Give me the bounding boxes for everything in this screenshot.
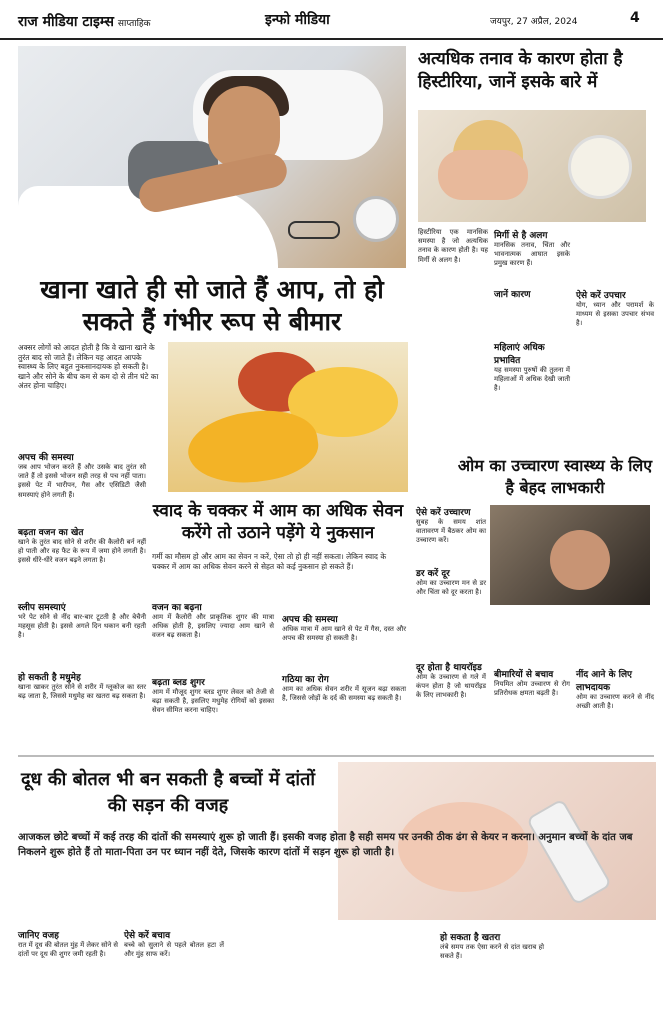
stress-section-title: ऐसे करें उपचार <box>576 291 626 301</box>
sleeping-man-photo <box>18 46 406 268</box>
mango-headline: स्वाद के चक्कर में आम का अधिक सेवन करेंगे तो उठाने पड़ेंगे ये नुकसान <box>152 501 404 543</box>
stress-section-text: योग, ध्यान और परामर्श के माध्यम से इसका उपचार संभव है। <box>576 301 654 328</box>
stress-section-text: हिस्टीरिया एक मानसिक समस्या है जो अत्यधिक तनाव के कारण होती है। यह मिर्गी से अलग है। <box>418 228 488 264</box>
mango-section-2 <box>152 675 274 716</box>
om-section-title: बीमारियों से बचाव <box>494 670 554 680</box>
om-section-title: ऐसे करें उच्चारण <box>416 508 471 518</box>
sleep-section-title: हो सकती है मधुमेह <box>18 673 81 683</box>
mango-lead: गर्मी का मौसम हो और आम का सेवन न करें, ऐसा तो हो ही नहीं सकता। लेकिन स्वाद के चक्कर में आम का अधिक सेवन करने से सेहत को कई नुकसान हो सकते हैं। <box>152 552 387 571</box>
milk-section-3 <box>440 930 544 961</box>
milk-headline: दूध की बोतल भी बन सकती है बच्चों में दांतों की सड़न की वजह <box>20 769 316 816</box>
mango-section-text: आम में मौजूद शुगर ब्लड शुगर लेवल को तेजी से बढ़ा सकती है, इसलिए मधुमेह रोगियों को इसका सेवन सीमित करना चाहिए। <box>152 688 274 715</box>
stress-section-4 <box>576 228 654 329</box>
hand-shape <box>438 150 528 200</box>
om-section-1 <box>416 505 486 597</box>
page-number: 4 <box>630 10 640 26</box>
sleep-section-4 <box>18 670 146 701</box>
mango-section-title: वजन का बढ़ना <box>152 603 202 613</box>
milk-section-2 <box>124 928 224 959</box>
om-section-4 <box>494 612 570 698</box>
section-divider <box>18 755 654 757</box>
milk-section-title: जानिए वजह <box>18 931 59 941</box>
mango-section-1 <box>152 600 274 641</box>
sleep-section-3 <box>18 600 146 641</box>
om-section-3 <box>416 660 486 701</box>
sleep-section-title: स्लीप समस्याएं <box>18 603 66 613</box>
glasses-icon <box>288 221 340 239</box>
stress-section-text: मानसिक तनाव, चिंता और भावनात्मक आघात इसके प्रमुख कारण हैं। <box>494 241 570 268</box>
clock-icon <box>353 196 399 242</box>
om-section-title: डर करें दूर <box>416 568 450 579</box>
mango-section-text: आम का अधिक सेवन शरीर में सूजन बढ़ा सकता है, जिससे जोड़ों के दर्द की समस्या बढ़ सकती है। <box>282 685 406 703</box>
om-headline: ओम का उच्चारण स्वास्थ्य के लिए है बेहद लाभकारी <box>457 456 653 497</box>
plate-icon <box>568 135 632 199</box>
milk-section-title: ऐसे करें बचाव <box>124 931 171 941</box>
om-section-text: सुबह के समय शांत वातावरण में बैठकर ओम का उच्चारण करें। <box>416 518 486 545</box>
om-section-title: नींद आने के लिए लाभदायक <box>576 670 633 693</box>
meditation-photo <box>490 505 650 605</box>
sleep-section-2 <box>18 525 146 566</box>
stress-section-1 <box>494 228 570 393</box>
om-section-text: ओम का उच्चारण मन से डर और चिंता को दूर करता है। <box>416 578 486 596</box>
milk-section-1 <box>18 928 118 959</box>
om-section-text: ओम का उच्चारण करने से नींद अच्छी आती है। <box>576 693 654 711</box>
om-section-5 <box>576 612 654 711</box>
stress-section-text: यह समस्या पुरुषों की तुलना में महिलाओं में अधिक देखी जाती है। <box>494 365 570 393</box>
mango-section-title: अपच की समस्या <box>282 615 338 625</box>
milk-section-text: रात में दूध की बोतल मुंह में लेकर सोने से दांतों पर दूध की शुगर जमी रहती है। <box>18 941 118 959</box>
mango-section-3 <box>282 612 406 643</box>
sleep-section-title: अपच की समस्या <box>18 453 74 463</box>
issue-date: जयपुर, 27 अप्रैल, 2024 <box>490 17 578 27</box>
stress-section-title: महिलाएं अधिक प्रभावित <box>494 342 545 366</box>
section-name: इन्फो मीडिया <box>265 12 330 28</box>
sleep-section-text: भरे पेट सोने से नींद बार-बार टूटती है और बेचैनी महसूस होती है। इससे अगले दिन थकान बनी रहती है। <box>18 613 146 640</box>
hand-shape <box>550 530 610 590</box>
milk-section-text: बच्चे को सुलाने से पहले बोतल हटा लें और मुंह साफ करें। <box>124 941 224 959</box>
om-section-text: नियमित ओम उच्चारण से रोग प्रतिरोधक क्षमता बढ़ती है। <box>494 680 570 698</box>
milk-lead: आजकल छोटे बच्चों में कई तरह की दांतों की समस्याएं शुरू हो जाती हैं। इसकी वजह होता है सही समय पर उनकी ठीक ढंग से केयर न करना। अनुमान बच्चों के दांत जब निकलने शुरू होते हैं तो माता-पिता उन पर ध्यान नहीं देते, जिसके कारण दांतों में सड़न शुरू हो जाती है। <box>18 832 633 858</box>
sleep-lead: अक्सर लोगों को आदत होती है कि वे खाना खाने के तुरंत बाद सो जाते हैं। लेकिन यह आदत आपके स्वास्थ्य के लिए बहुत नुकसानदायक हो सकती है। खाने और सोने के बीच कम से कम दो से तीन घंटे का अंतर होना चाहिए। <box>18 343 159 390</box>
stress-section-title: जानें कारण <box>494 289 531 300</box>
stress-intro-col <box>418 228 488 265</box>
sleep-section-1 <box>18 450 146 500</box>
sleep-section-text: खाने के तुरंत बाद सोने से शरीर की कैलोरी बर्न नहीं हो पाती और वह फैट के रूप में जमा होने लगती है। इससे धीरे-धीरे वजन बढ़ने लगता है। <box>18 538 146 565</box>
sleep-section-title: बढ़ता वजन का खेत <box>18 528 84 538</box>
mango-section-title: गठिया का रोग <box>282 675 329 685</box>
stress-headline: अत्यधिक तनाव के कारण होता है हिस्टीरिया, जानें इसके बारे में <box>418 49 623 92</box>
mango-section-text: अधिक मात्रा में आम खाने से पेट में गैस, दस्त और अपच की समस्या हो सकती है। <box>282 625 406 643</box>
om-section-text: ओम के उच्चारण से गले में कंपन होता है जो थायरॉइड के लिए लाभकारी है। <box>416 673 486 700</box>
mango-section-title: बढ़ता ब्लड शुगर <box>152 678 205 688</box>
sleep-section-text: खाना खाकर तुरंत सोने से शरीर में ग्लूकोज का स्तर बढ़ जाता है, जिससे मधुमेह का खतरा बढ़ सकता है। <box>18 683 146 701</box>
mango-section-4 <box>282 672 406 703</box>
mango-section-text: आम में कैलोरी और प्राकृतिक शुगर की मात्रा अधिक होती है, इसलिए ज्यादा आम खाने से वजन बढ़ सकता है। <box>152 613 274 640</box>
milk-section-title: हो सकता है खतरा <box>440 933 501 943</box>
edition-label: साप्ताहिक <box>117 19 151 29</box>
stress-section-title: मिर्गी से है अलग <box>494 231 548 241</box>
paper-name: राज मीडिया टाइम्स साप्ताहिक <box>18 14 151 30</box>
masthead <box>0 0 663 40</box>
om-section-title: दूर होता है थायरॉइड <box>416 663 482 673</box>
milk-section-text: लंबे समय तक ऐसा करने से दांत खराब हो सकते हैं। <box>440 943 544 961</box>
sleep-section-text: जब आप भोजन करते हैं और उसके बाद तुरंत सो जाते हैं तो इससे भोजन सही तरह से पच नहीं पाता। इससे पेट में भारीपन, गैस और एसिडिटी जैसी समस्याएं होने लगती हैं। <box>18 463 146 499</box>
stressed-woman-photo <box>418 110 646 222</box>
mango-photo <box>168 342 408 492</box>
sleep-headline: खाना खाते ही सो जाते हैं आप, तो हो सकते हैं गंभीर रूप से बीमार <box>40 275 384 336</box>
